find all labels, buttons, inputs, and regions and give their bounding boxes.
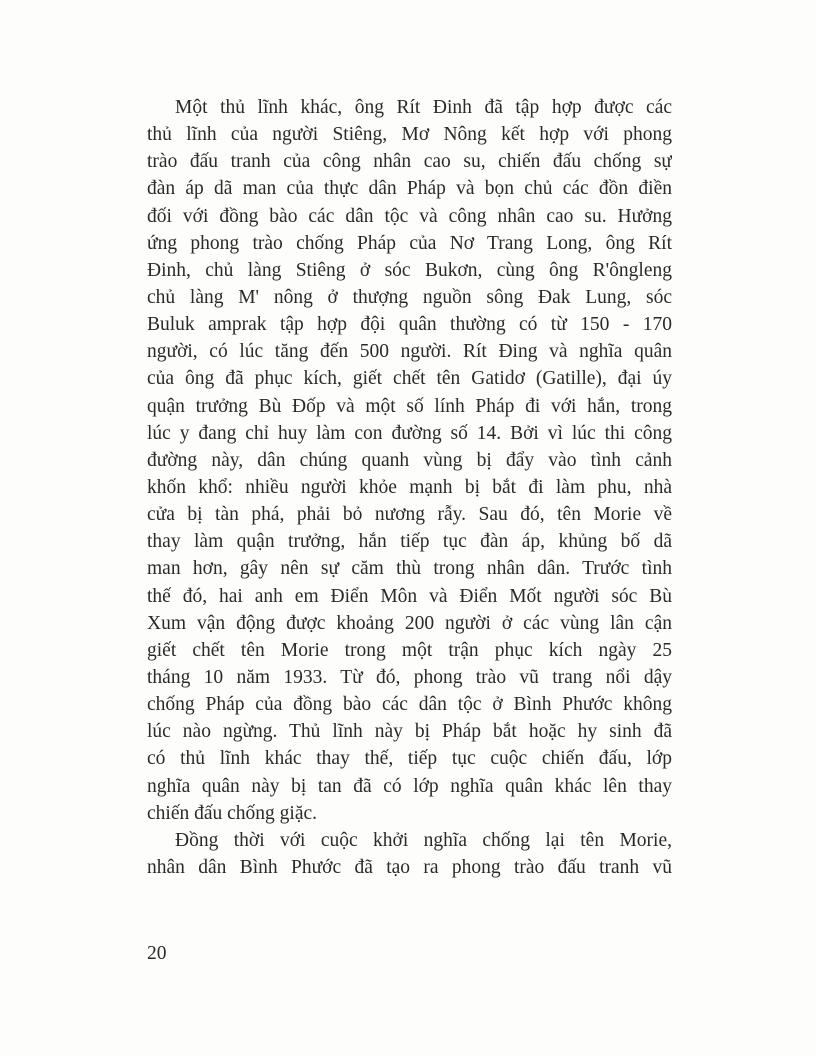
text-line: có thủ lĩnh khác thay thế, tiếp tục cuộc chiến đấu, lớp (147, 748, 672, 770)
text-line: thay làm quận trưởng, hắn tiếp tục đàn áp, khủng bố dã (147, 531, 672, 553)
text-line: chiến đấu chống giặc. (147, 802, 318, 824)
text-line: trào đấu tranh của công nhân cao su, chiến đấu chống sự (147, 151, 672, 173)
text-line: của ông đã phục kích, giết chết tên Gatidơ (Gatille), đại úy (147, 368, 672, 390)
text-line: Một thủ lĩnh khác, ông Rít Đinh đã tập hợp được các (175, 97, 672, 118)
paragraph (147, 827, 672, 881)
text-line: thế đó, hai anh em Điển Môn và Điển Mốt người sóc Bù (147, 585, 672, 607)
text-line: nghĩa quân này bị tan đã có lớp nghĩa quân khác lên thay (147, 775, 672, 797)
paragraph (147, 94, 672, 827)
text-line: man hơn, gây nên sự căm thù trong nhân dân. Trước tình (147, 558, 672, 580)
text-line: quận trưởng Bù Đốp và một số lính Pháp đi với hắn, trong (147, 395, 672, 417)
text-line: lúc y đang chỉ huy làm con đường số 14. Bởi vì lúc thi công (147, 422, 672, 444)
page-number: 20 (147, 943, 167, 964)
text-line: ứng phong trào chống Pháp của Nơ Trang Long, ông Rít (147, 232, 672, 254)
text-line: người, có lúc tăng đến 500 người. Rít Đing và nghĩa quân (147, 341, 672, 363)
text-line: Đinh, chủ làng Stiêng ở sóc Bukơn, cùng ông R'ôngleng (147, 259, 672, 281)
text-line: giết chết tên Morie trong một trận phục kích ngày 25 (147, 639, 672, 661)
text-line: cửa bị tàn phá, phải bỏ nương rẫy. Sau đó, tên Morie về (147, 504, 672, 526)
text-line: Buluk amprak tập hợp đội quân thường có từ 150 - 170 (147, 314, 672, 336)
text-line: lúc nào ngừng. Thủ lĩnh này bị Pháp bắt hoặc hy sinh đã (147, 721, 672, 743)
text-line: nhân dân Bình Phước đã tạo ra phong trào đấu tranh vũ (147, 856, 672, 878)
text-line: đàn áp dã man của thực dân Pháp và bọn chủ các đồn điền (147, 178, 672, 200)
text-line: chủ làng M' nông ở thượng nguồn sông Đak Lung, sóc (147, 286, 672, 308)
text-line: tháng 10 năm 1933. Từ đó, phong trào vũ trang nổi dậy (147, 666, 672, 688)
text-line: thủ lĩnh của người Stiêng, Mơ Nông kết hợp với phong (147, 124, 672, 146)
body-text (147, 94, 672, 881)
text-line: đường này, dân chúng quanh vùng bị đẩy vào tình cảnh (147, 449, 672, 471)
text-line: khốn khổ: nhiều người khỏe mạnh bị bắt đi làm phu, nhà (147, 476, 672, 498)
text-line: chống Pháp của đồng bào các dân tộc ở Bình Phước không (147, 694, 672, 716)
text-line: Xum vận động được khoảng 200 người ở các vùng lân cận (147, 612, 672, 634)
text-line: đối với đồng bào các dân tộc và công nhân cao su. Hưởng (147, 205, 672, 227)
text-line: Đồng thời với cuộc khởi nghĩa chống lại tên Morie, (175, 829, 672, 851)
